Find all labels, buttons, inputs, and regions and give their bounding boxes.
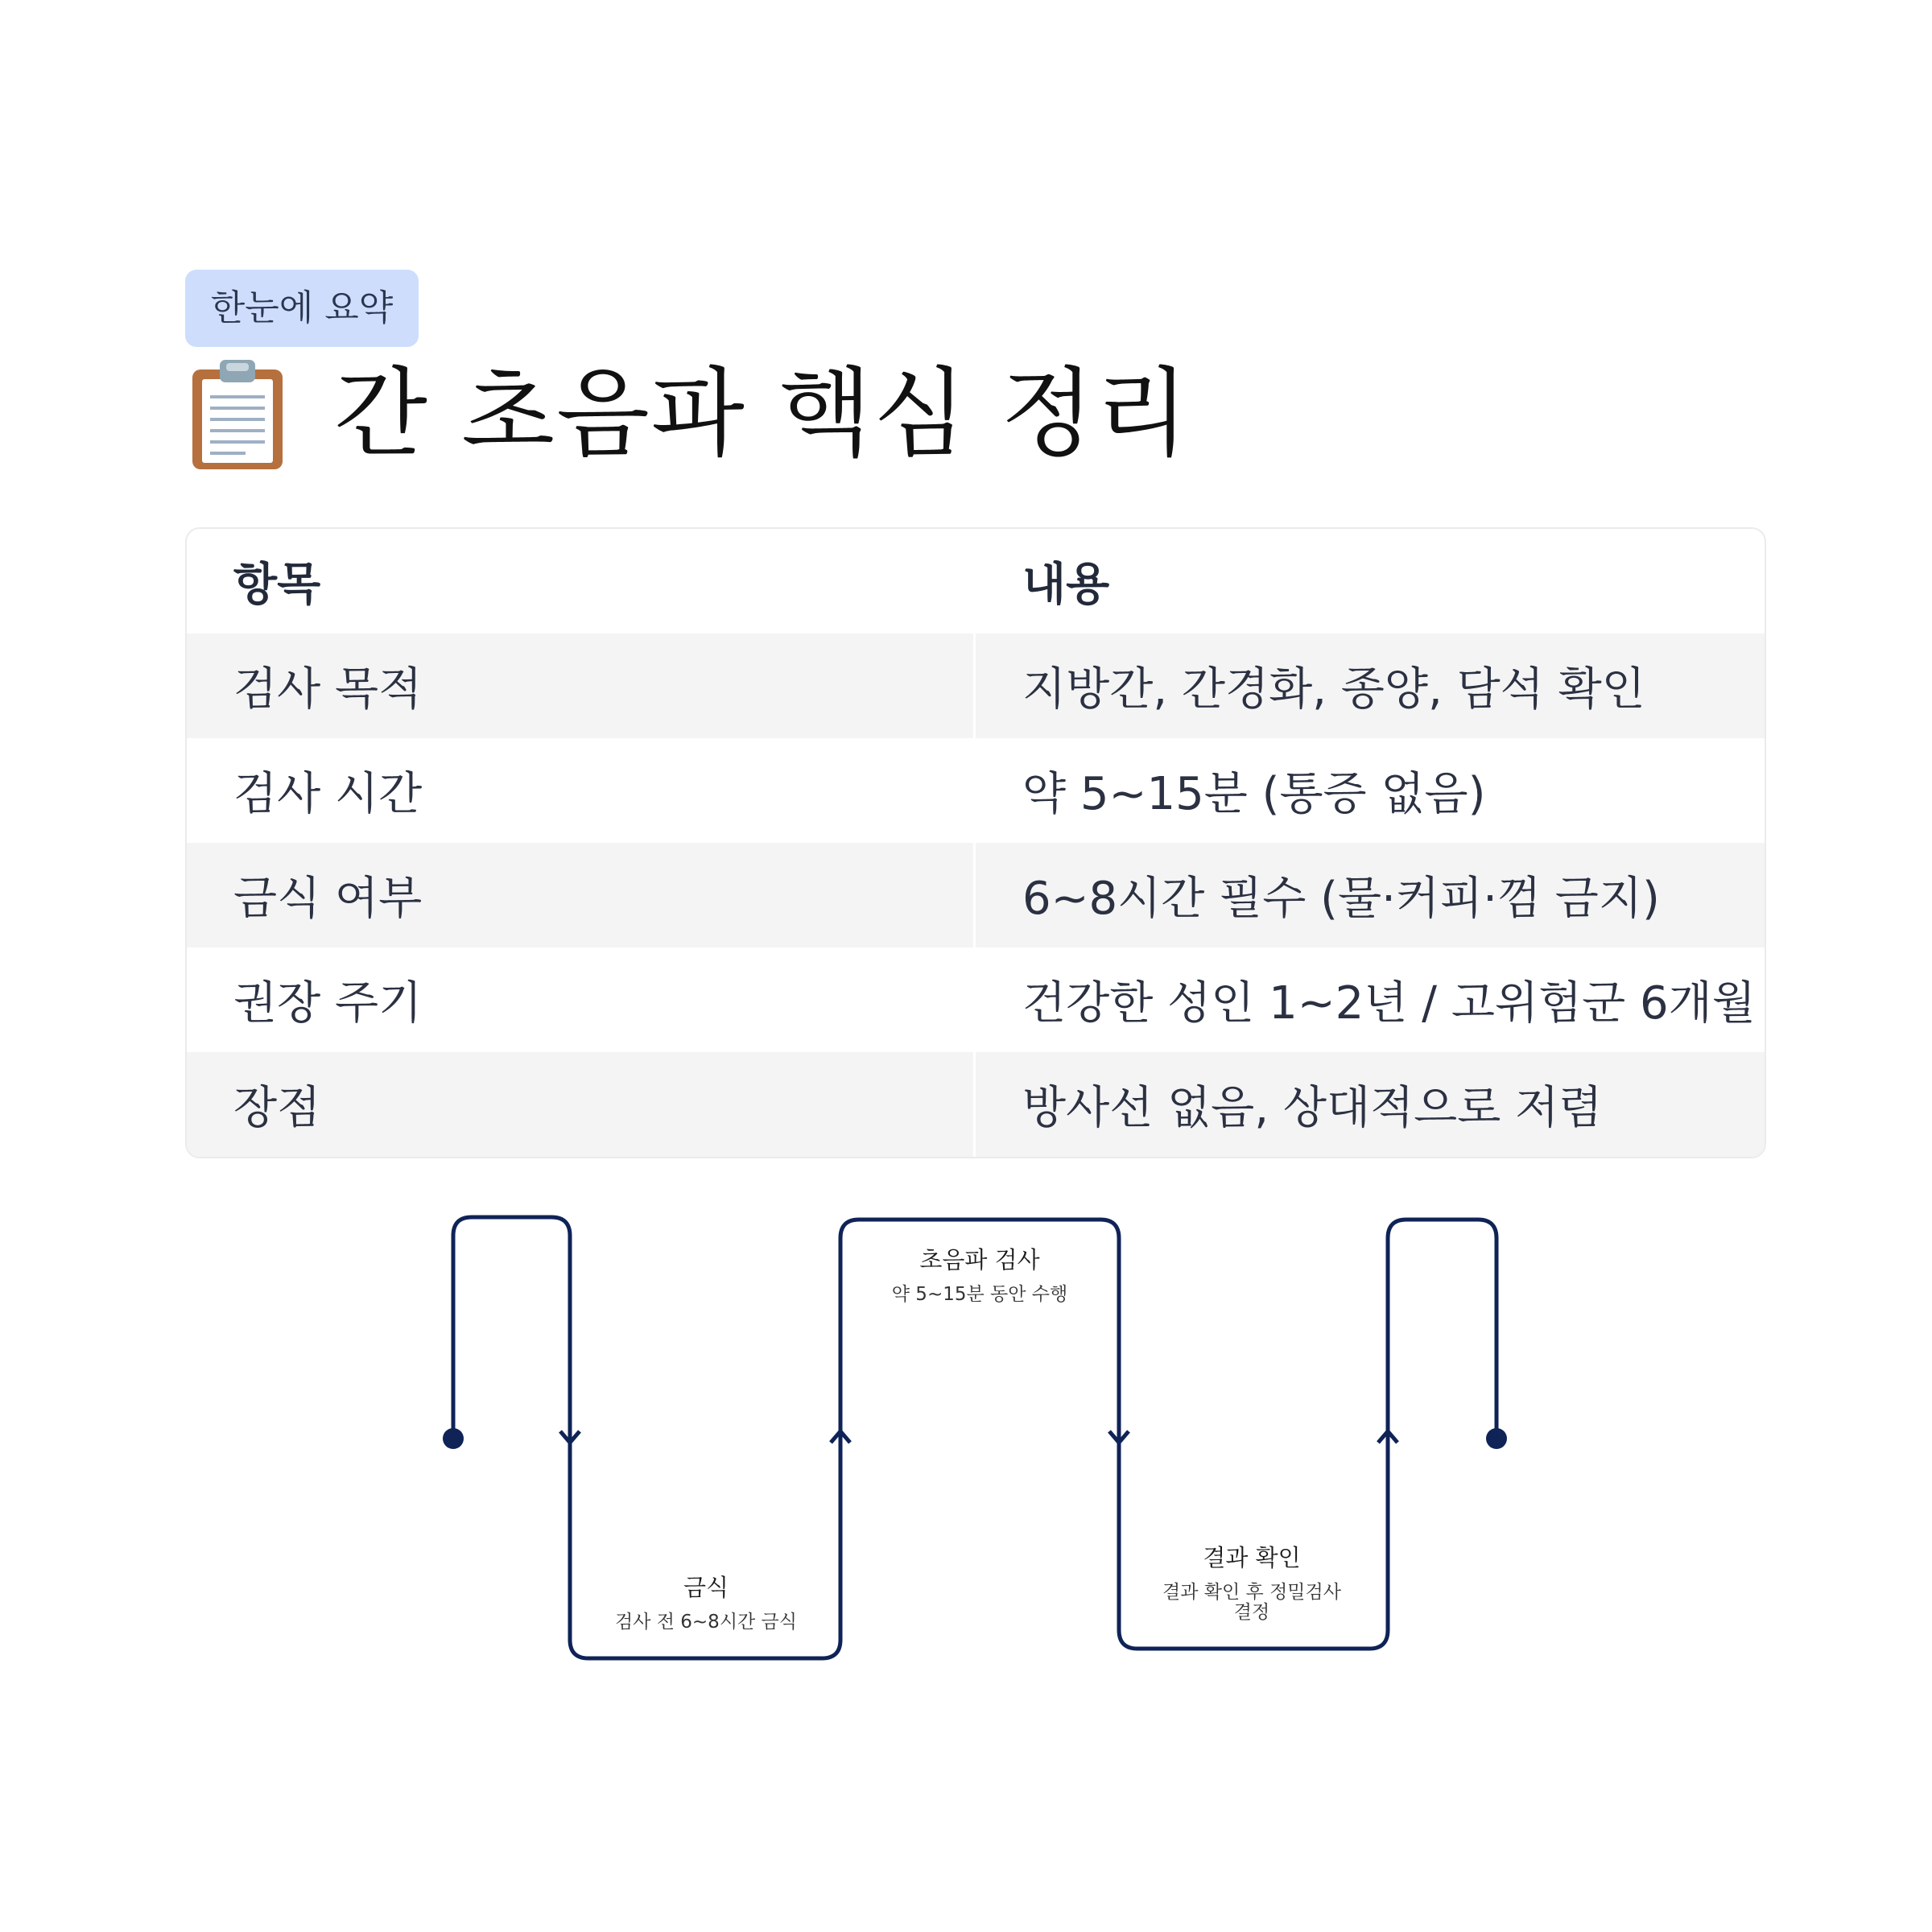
flow-start-dot bbox=[443, 1428, 464, 1449]
table-header-item: 항목 bbox=[233, 559, 321, 611]
table-cell-item: 장점 bbox=[187, 1052, 976, 1157]
table-header-content: 내용 bbox=[1022, 559, 1110, 611]
step-ultrasound-title: 초음파 검사 bbox=[919, 1246, 1040, 1274]
table-cell-item: 권장 주기 bbox=[233, 977, 423, 1030]
table-cell-content: 약 5~15분 (통증 없음) bbox=[1022, 768, 1486, 820]
step-fasting-title: 금식 bbox=[683, 1574, 729, 1601]
table-cell-item: 검사 목적 bbox=[187, 634, 976, 738]
page-title: 간 초음파 핵심 정리 bbox=[334, 358, 1191, 470]
step-result-title: 결과 확인 bbox=[1203, 1544, 1301, 1571]
flow-end-dot bbox=[1486, 1428, 1507, 1449]
table-cell-content: 6~8시간 필수 (물·커피·껌 금지) bbox=[1022, 873, 1660, 925]
table-cell-item: 검사 시간 bbox=[233, 768, 423, 820]
step-result-desc-line2: 결정 bbox=[1233, 1602, 1270, 1623]
table-cell-item: 금식 여부 bbox=[187, 843, 976, 947]
table-cell-content: 지방간, 간경화, 종양, 담석 확인 bbox=[1022, 663, 1645, 716]
table-cell-content: 방사선 없음, 상대적으로 저렴 bbox=[1022, 1082, 1603, 1134]
step-fasting-desc: 검사 전 6~8시간 금식 bbox=[615, 1612, 797, 1633]
table-cell-content: 건강한 성인 1~2년 / 고위험군 6개월 bbox=[1022, 977, 1756, 1030]
summary-badge: 한눈에 요약 bbox=[185, 270, 419, 347]
step-result-desc-line1: 결과 확인 후 정밀검사 bbox=[1162, 1582, 1341, 1603]
step-ultrasound-desc: 약 5~15분 동안 수행 bbox=[891, 1284, 1068, 1305]
